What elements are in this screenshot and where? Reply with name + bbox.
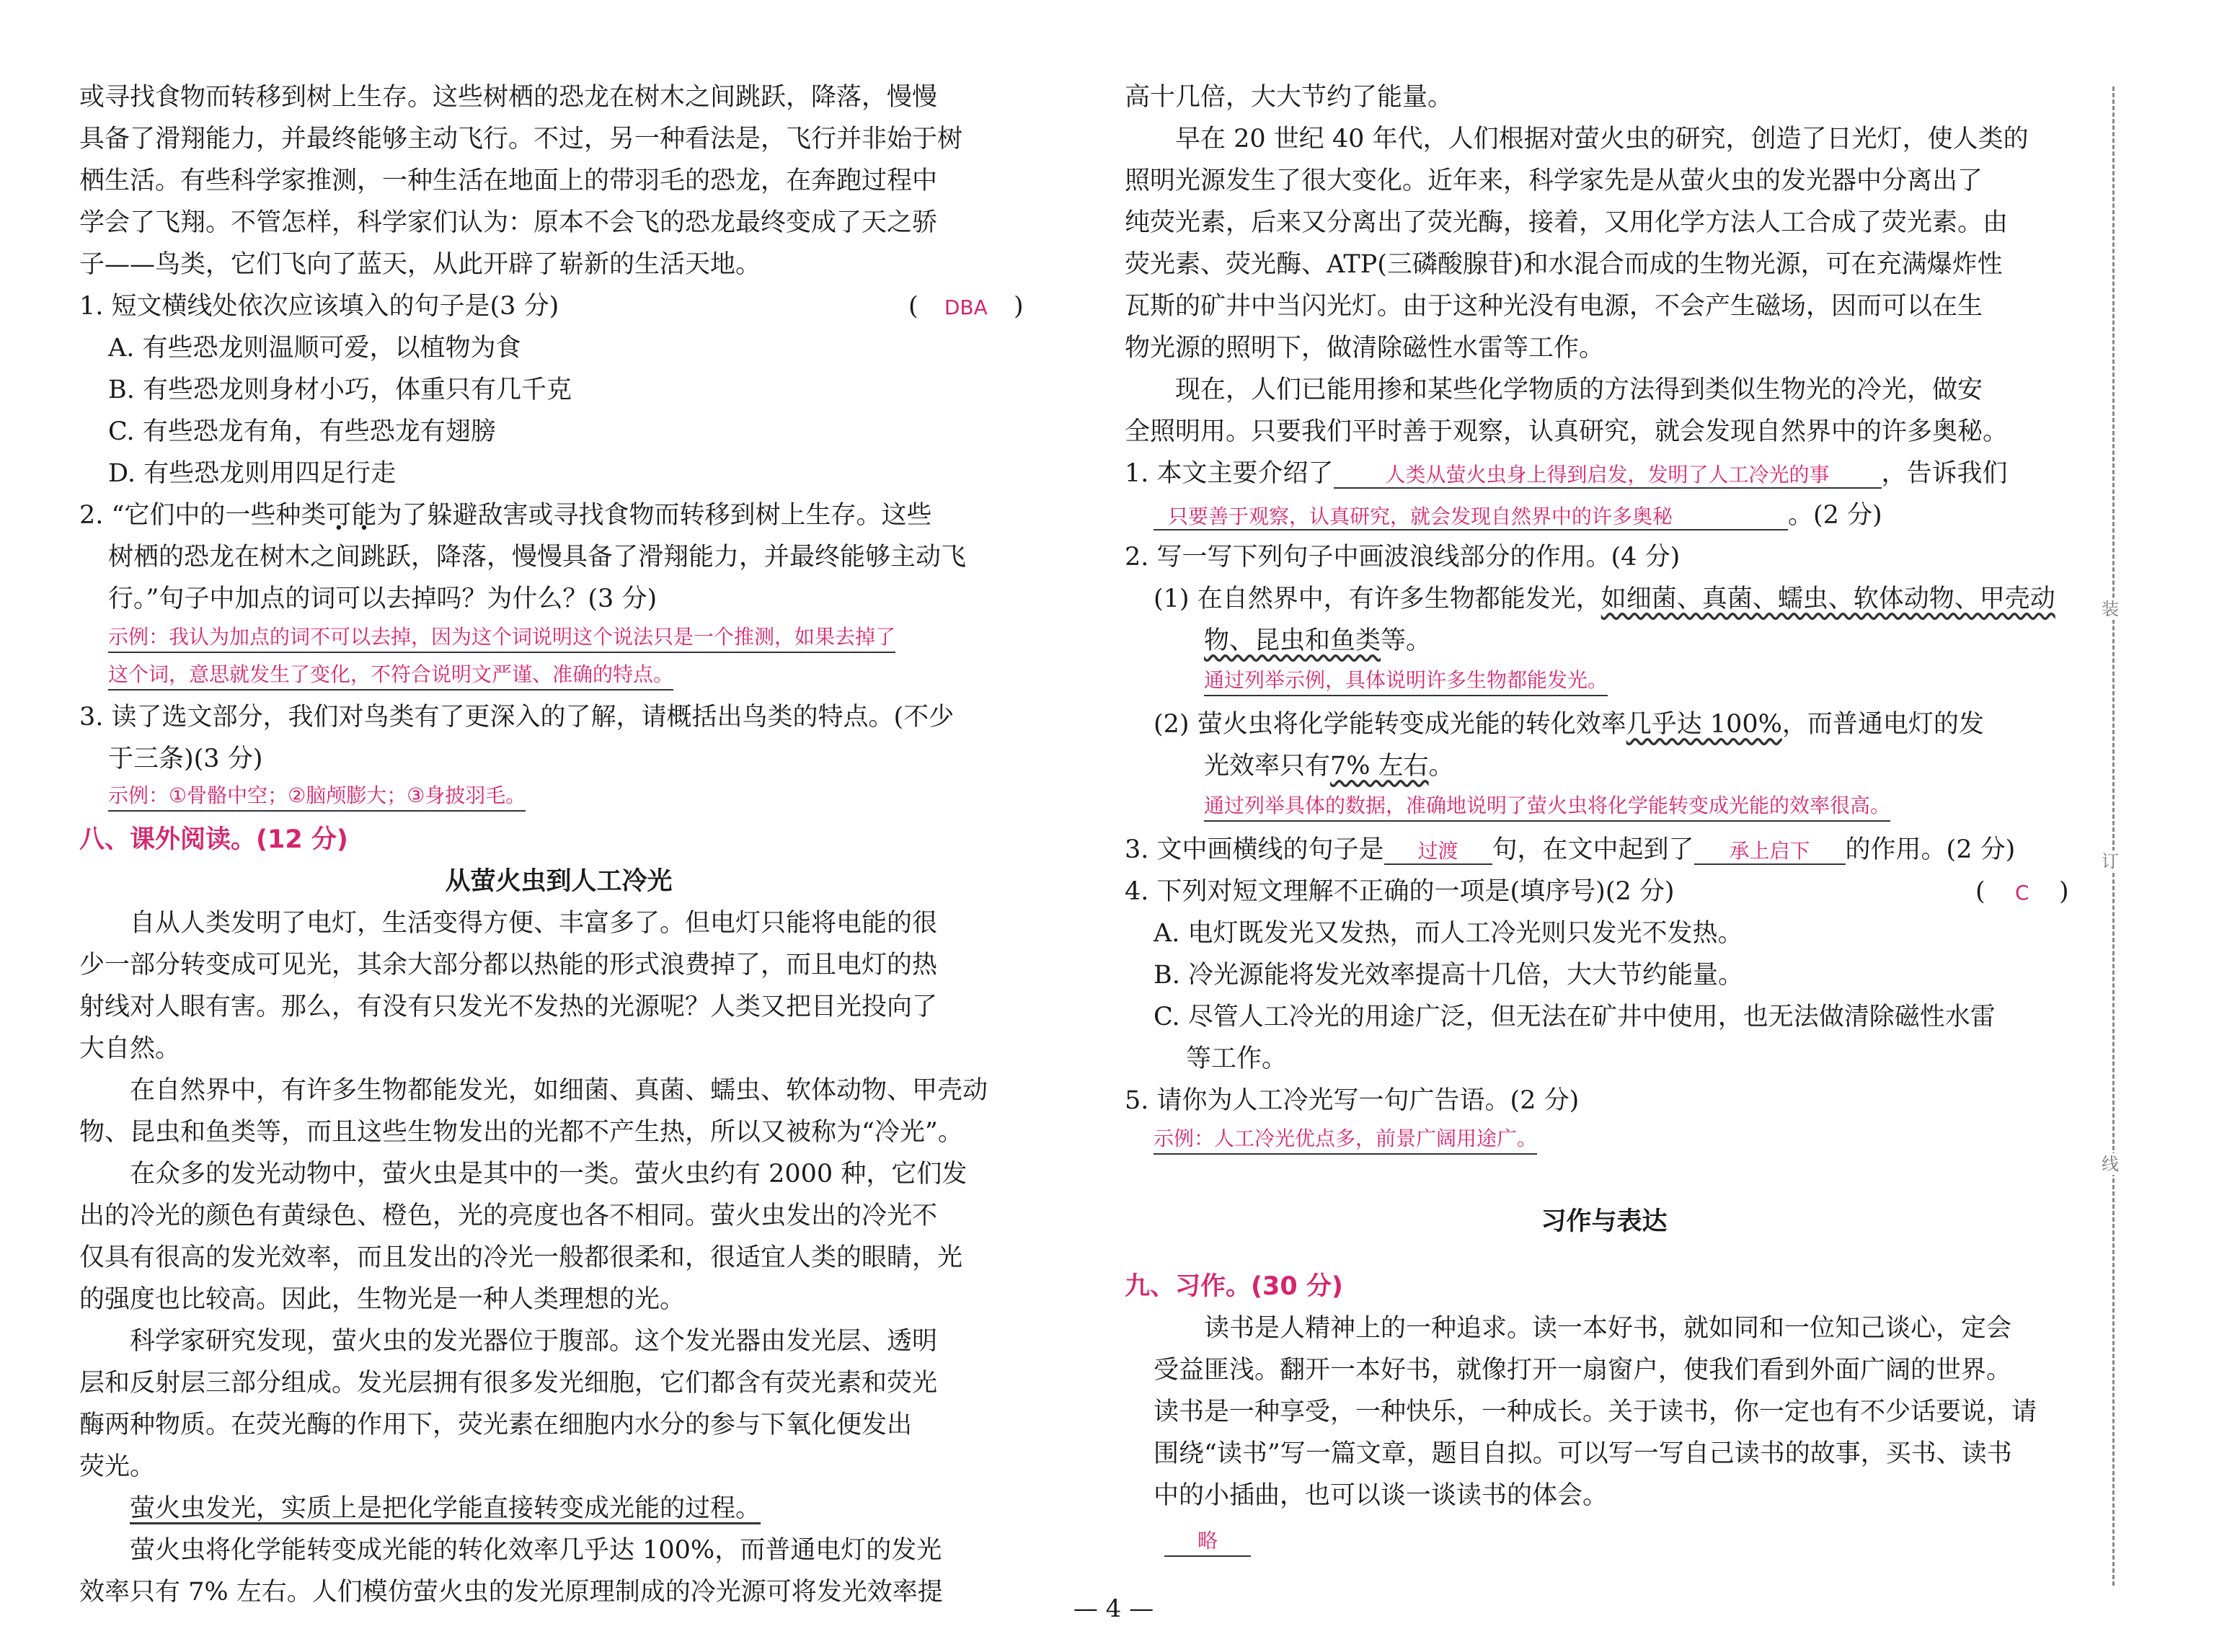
question-2-part1 — [1154, 582, 2055, 616]
dotted-char: 能 — [351, 501, 377, 530]
article-line: 瓦斯的矿井中当闪光灯。由于这种光没有电源，不会产生磁场，因而可以在生 — [1125, 292, 1983, 321]
article-line: 大自然。 — [79, 1034, 181, 1063]
article-line: 物光源的照明下，做清除磁性水雷等工作。 — [1125, 334, 1605, 363]
question-4 — [1125, 875, 2084, 908]
article-line: 效率只有 7% 左右。人们模仿萤火虫的发光原理制成的冷光源可将发光效率提 — [79, 1578, 943, 1607]
q1-text: 1. 本文主要介绍了 — [1125, 459, 1334, 488]
option-a: A. 有些恐龙则温顺可爱，以植物为食 — [108, 334, 521, 363]
answer-q3: 示例：①骨骼中空；②脑颅膨大；③身披羽毛。 — [108, 781, 526, 812]
article-line: 高十几倍，大大节约了能量。 — [1125, 83, 1453, 112]
passage-line: 栖生活。有些科学家推测，一种生活在地面上的带羽毛的恐龙，在奔跑过程中 — [79, 166, 938, 195]
article-line: 的强度也比较高。因此，生物光是一种人类理想的光。 — [79, 1285, 686, 1314]
wavy-phrase: 几乎达 100% — [1626, 710, 1782, 739]
writing-line: 读书是人精神上的一种追求。读一本好书，就如同和一位知己谈心，定会 — [1204, 1314, 2012, 1343]
q1-text: ，告诉我们 — [1881, 459, 2008, 488]
q3-text: 句，在文中起到了 — [1492, 835, 1694, 864]
paren-open: ( — [1975, 877, 1985, 906]
q2-text: (2) 萤火虫将化学能转变成光能的转化效率 — [1154, 710, 1626, 739]
answer-paren — [1975, 875, 2069, 910]
writing-heading: 习作与表达 — [1541, 1207, 1668, 1236]
article-line: 荧光。 — [79, 1452, 156, 1481]
question-3 — [1125, 833, 2015, 866]
answer-paren — [908, 290, 1024, 324]
article-line: 照明光源发生了很大变化。近年来，科学家先是从萤火虫的发光器中分离出了 — [1125, 166, 1983, 195]
option-b: B. 冷光源能将发光效率提高十几倍，大大节约能量。 — [1154, 961, 1743, 990]
article-title: 从萤火虫到人工冷光 — [445, 867, 673, 896]
article-line: 纯荧光素，后来又分离出了荧光酶，接着，又用化学方法人工合成了荧光素。由 — [1125, 208, 2009, 237]
q3-text: 的作用。(2 分) — [1845, 835, 2016, 864]
paren-close: ) — [2058, 877, 2069, 906]
article-line: 自从人类发明了电灯，生活变得方便、丰富多了。但电灯只能将电能的很 — [130, 909, 938, 938]
q4-text: 4. 下列对短文理解不正确的一项是(填序号)(2 分) — [1125, 877, 1675, 906]
article-line: 萤火虫将化学能转变成光能的转化效率几乎达 100%，而普通电灯的发光 — [130, 1536, 942, 1565]
question-1-line2 — [1154, 499, 1882, 532]
writing-line: 读书是一种享受，一种快乐，一种成长。关于读书，你一定也有不少话要说，请 — [1154, 1398, 2037, 1426]
q2-text: 为了躲避敌害或寻找食物而转移到树上生存。这些 — [376, 501, 932, 530]
answer-q2: 这个词，意思就发生了变化，不符合说明文严谨、准确的特点。 — [108, 660, 673, 690]
article-line: 射线对人眼有害。那么，有没有只发光不发热的光源呢？人类又把目光投向了 — [79, 992, 938, 1021]
question-2: 2. 写一写下列句子中画波浪线部分的作用。(4 分) — [1125, 543, 1681, 572]
question-1-text: 1. 短文横线处依次应该填入的句子是(3 分) — [79, 292, 559, 321]
article-line: 科学家研究发现，萤火虫的发光器位于腹部。这个发光器由发光层、透明 — [130, 1327, 938, 1356]
article-line: 酶两种物质。在荧光酶的作用下，荧光素在细胞内水分的参与下氧化便发出 — [79, 1411, 913, 1439]
q2-text: 等。 — [1381, 626, 1432, 655]
cut-char: 订 — [2102, 851, 2119, 871]
option-b: B. 有些恐龙则身材小巧，体重只有几千克 — [108, 376, 572, 404]
underlined-sentence: 萤火虫发光，实质上是把化学能直接转变成光能的过程。 — [130, 1494, 761, 1523]
question-2-part2 — [1154, 708, 1984, 741]
article-line: 层和反射层三部分组成。发光层拥有很多发光细胞，它们都含有荧光素和荧光 — [79, 1369, 938, 1398]
passage-line: 或寻找食物而转移到树上生存。这些树栖的恐龙在树木之间跳跃，降落，慢慢 — [79, 83, 938, 112]
question-2-part1-line2 — [1204, 624, 1431, 657]
question-3-line2: 于三条)(3 分) — [108, 745, 263, 773]
paren-close: ) — [1013, 292, 1024, 321]
answer-blank: 承上启下 — [1694, 839, 1846, 865]
wavy-phrase: 7% 左右 — [1330, 752, 1429, 781]
option-d: D. 有些恐龙则用四足行走 — [108, 459, 397, 488]
writing-line: 受益匪浅。翻开一本好书，就像打开一扇窗户，使我们看到外面广阔的世界。 — [1154, 1356, 2012, 1385]
passage-line: 子——鸟类，它们飞向了蓝天，从此开辟了崭新的生活天地。 — [79, 250, 761, 279]
answer-blank: 只要善于观察，认真研究，就会发现自然界中的许多奥秘 — [1154, 505, 1788, 530]
passage-line: 具备了滑翔能力，并最终能够主动飞行。不过，另一种看法是，飞行并非始于树 — [79, 125, 963, 154]
wavy-phrase: 物、昆虫和鱼类 — [1204, 626, 1381, 655]
answer-writing: 略 — [1164, 1527, 1251, 1557]
q2-text: (1) 在自然界中，有许多生物都能发光， — [1154, 585, 1601, 613]
article-line: 荧光素、荧光酶、ATP(三磷酸腺苷)和水混合而成的生物光源，可在充满爆炸性 — [1125, 250, 2003, 279]
option-c-cont: 等工作。 — [1186, 1044, 1288, 1073]
article-line: 仅具有很高的发光效率，而且发出的冷光一般都很柔和，很适宜人类的眼睛，光 — [79, 1243, 963, 1272]
q2-text: 。 — [1428, 752, 1454, 781]
answer-q4: C — [2015, 881, 2029, 905]
wavy-phrase: 如细菌、真菌、蠕虫、软体动物、甲壳动 — [1600, 585, 2055, 613]
writing-line: 中的小插曲，也可以谈一谈读书的体会。 — [1154, 1481, 1608, 1510]
option-c: C. 有些恐龙有角，有些恐龙有翅膀 — [108, 417, 496, 446]
answer-q2-1: 通过列举示例，具体说明许多生物都能发光。 — [1204, 666, 1608, 696]
answer-blank: 人类从萤火虫身上得到启发，发明了人工冷光的事 — [1334, 463, 1882, 489]
q2-text: ，而普通电灯的发 — [1781, 710, 1984, 739]
article-line: 物、昆虫和鱼类等，而且这些生物发出的光都不产生热，所以又被称为“冷光”。 — [79, 1118, 963, 1147]
writing-line: 围绕“读书”写一篇文章，题目自拟。可以写一写自己读书的故事，买书、读书 — [1154, 1439, 2012, 1468]
question-2-line2: 树栖的恐龙在树木之间跳跃，降落，慢慢具备了滑翔能力，并最终能够主动飞 — [108, 543, 967, 572]
question-1 — [79, 290, 1038, 323]
answer-q2: 示例：我认为加点的词不可以去掉，因为这个词说明这个说法只是一个推测，如果去掉了 — [108, 623, 895, 653]
article-line: 全照明用。只要我们平时善于观察，认真研究，就会发现自然界中的许多奥秘。 — [1125, 417, 2009, 446]
q1-score: 。(2 分) — [1788, 501, 1882, 530]
section-8-heading: 八、课外阅读。(12 分) — [79, 825, 348, 854]
passage-line: 学会了飞翔。不管怎样，科学家们认为：原本不会飞的恐龙最终变成了天之骄 — [79, 208, 938, 237]
section-9-heading: 九、习作。(30 分) — [1125, 1272, 1343, 1301]
article-line: 出的冷光的颜色有黄绿色、橙色，光的亮度也各不相同。萤火虫发出的冷光不 — [79, 1202, 938, 1230]
answer-blank: 过渡 — [1384, 839, 1492, 865]
question-2-part2-line2 — [1204, 750, 1454, 783]
question-1 — [1125, 457, 2008, 490]
article-line: 现在，人们已能用掺和某些化学物质的方法得到类似生物光的冷光，做安 — [1175, 376, 1983, 404]
question-3-line1: 3. 读了选文部分，我们对鸟类有了更深入的了解，请概括出鸟类的特点。(不少 — [79, 703, 955, 732]
answer-q5: 示例：人工冷光优点多，前景广阔用途广。 — [1154, 1124, 1537, 1155]
question-2-line1 — [79, 499, 931, 532]
article-line: 在众多的发光动物中，萤火虫是其中的一类。萤火虫约有 2000 种，它们发 — [130, 1160, 968, 1189]
question-5: 5. 请你为人工冷光写一句广告语。(2 分) — [1125, 1086, 1580, 1115]
q2-text: 光效率只有 — [1204, 752, 1331, 781]
dotted-char: 可 — [326, 501, 352, 530]
q3-text: 3. 文中画横线的句子是 — [1125, 835, 1384, 864]
cut-char: 线 — [2102, 1154, 2119, 1174]
article-line: 少一部分转变成可见光，其余大部分都以热能的形式浪费掉了，而且电灯的热 — [79, 951, 938, 980]
article-line: 在自然界中，有许多生物都能发光，如细菌、真菌、蠕虫、软体动物、甲壳动 — [130, 1076, 988, 1105]
question-2-line3: 行。”句子中加点的词可以去掉吗？为什么？(3 分) — [108, 585, 658, 613]
binding-cut-line — [2112, 86, 2115, 1586]
answer-q1: DBA — [944, 296, 988, 319]
option-a: A. 电灯既发光又发热，而人工冷光则只发光不发热。 — [1154, 919, 1743, 948]
paren-open: ( — [908, 292, 918, 321]
cut-char: 装 — [2102, 599, 2119, 619]
article-line: 早在 20 世纪 40 年代，人们根据对萤火虫的研究，创造了日光灯，使人类的 — [1175, 125, 2029, 154]
answer-q2-2: 通过列举具体的数据，准确地说明了萤火虫将化学能转变成光能的效率很高。 — [1204, 791, 1890, 822]
q2-text: 2. “它们中的一些种类 — [79, 501, 327, 530]
option-c: C. 尽管人工冷光的用途广泛，但无法在矿井中使用，也无法做清除磁性水雷 — [1154, 1003, 1996, 1031]
page-number: — 4 — — [1073, 1594, 1154, 1623]
